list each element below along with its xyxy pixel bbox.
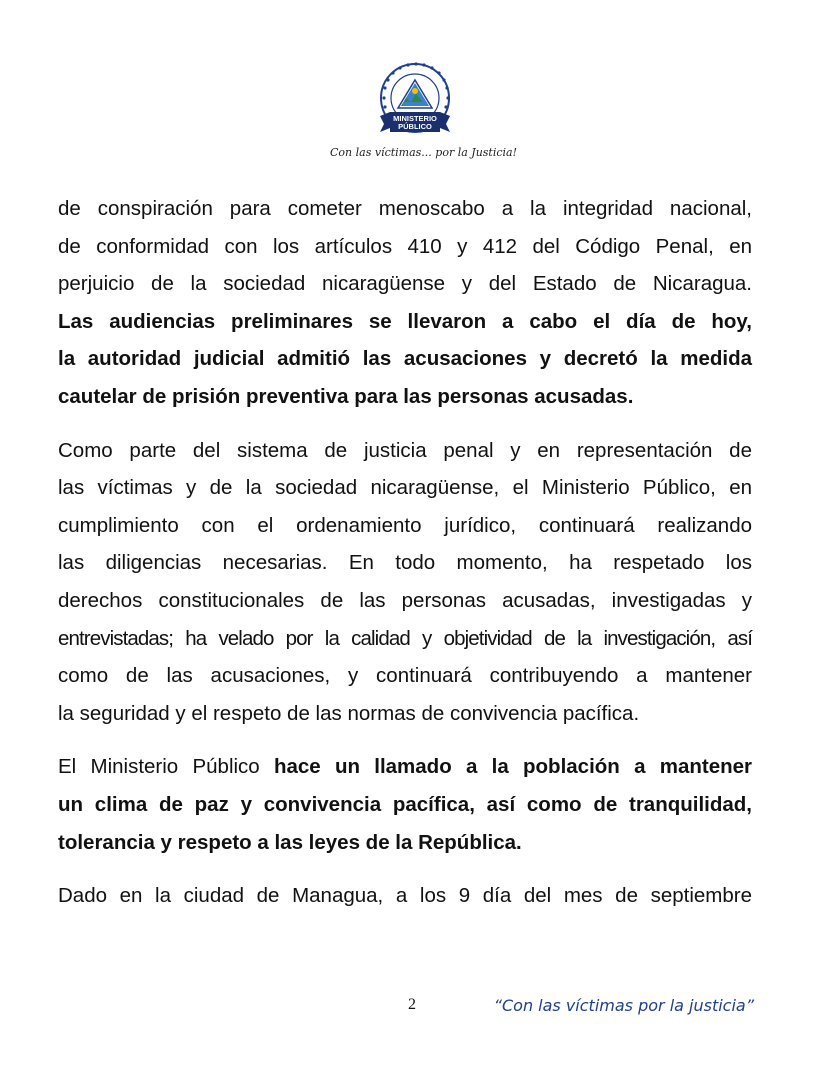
text-segment: El Ministerio Público xyxy=(58,755,274,779)
bold-text-line: Las audiencias preliminares se llevaron a cabo el día de hoy, xyxy=(58,309,752,333)
text-line: como de las acusaciones, y continuará contribuyendo a mantener xyxy=(58,664,752,688)
text-line: derechos constitucionales de las personas acusadas, investigadas y xyxy=(58,588,752,612)
bold-text-line: la autoridad judicial admitió las acusaciones y decretó la medida xyxy=(58,347,752,371)
text-line: las diligencias necesarias. En todo momento, ha respetado los xyxy=(58,551,752,575)
bold-text-segment: hace un llamado a la población a mantener xyxy=(273,755,753,779)
text-line: de conspiración para cometer menoscabo a la integridad nacional, xyxy=(58,197,752,220)
document-body xyxy=(58,190,752,931)
text-line: entrevistadas; ha velado por la calidad y objetividad de la investigación, así xyxy=(58,626,752,650)
mixed-text-line xyxy=(58,748,752,786)
bold-text-line: un clima de paz y convivencia pacífica, así como de tranquilidad, xyxy=(58,792,752,816)
footer-motto: “Con las víctimas por la justicia” xyxy=(493,996,754,1015)
ministerio-publico-seal xyxy=(330,58,518,168)
text-line: perjuicio de la sociedad nicaragüense y del Estado de Nicaragua. xyxy=(58,272,752,296)
seal-banner-line2: PÚBLICO xyxy=(398,122,432,131)
paragraph-1 xyxy=(58,190,752,416)
page-number: 2 xyxy=(408,996,416,1013)
text-line: Como parte del sistema de justicia penal y en representación de xyxy=(58,438,752,462)
bold-text-line: tolerancia y respeto a las leyes de la República. xyxy=(58,830,522,854)
paragraph-2 xyxy=(58,432,752,733)
seal-emblem-icon xyxy=(330,58,500,148)
bold-text-line: cautelar de prisión preventiva para las personas acusadas. xyxy=(58,384,634,408)
text-line: Dado en la ciudad de Managua, a los 9 día del mes de septiembre xyxy=(58,884,752,908)
paragraph-4 xyxy=(58,877,752,915)
text-line: la seguridad y el respeto de las normas de convivencia pacífica. xyxy=(58,701,640,725)
text-line: de conformidad con los artículos 410 y 412 del Código Penal, en xyxy=(58,234,752,258)
text-line: cumplimiento con el ordenamiento jurídico, continuará realizando xyxy=(58,513,752,537)
text-line: las víctimas y de la sociedad nicaragüense, el Ministerio Público, en xyxy=(58,476,752,500)
paragraph-3 xyxy=(58,748,752,861)
seal-motto: Con las víctimas... por la Justicia! xyxy=(330,146,518,159)
seal-banner-line1: MINISTERIO xyxy=(393,114,437,123)
